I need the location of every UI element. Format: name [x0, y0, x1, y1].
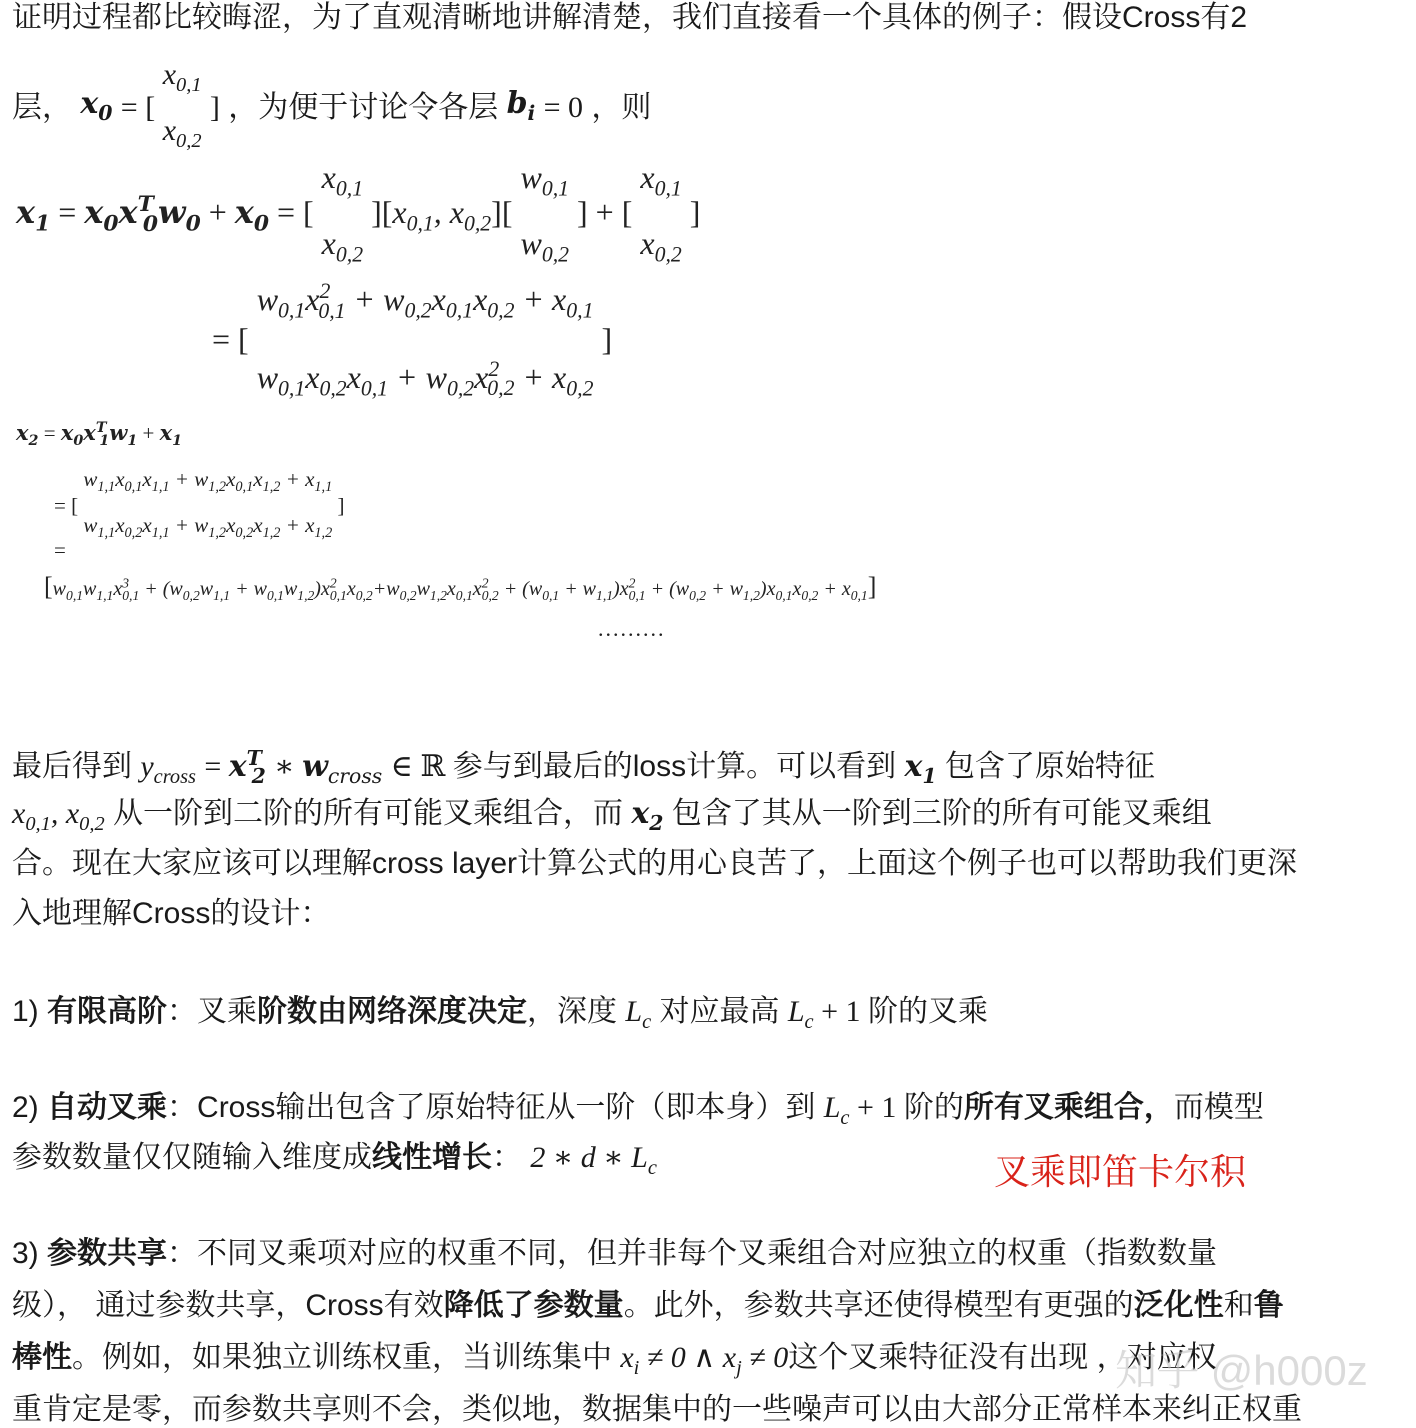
equation-x2-long: $[w_{0,1}w_{1,1}x^3_{0,1} + (w_{0,2}w_{1,1} + w_{0,1}w_{1,2})x^2_{0,1}x_{0,2}+w_{0,2}w_{1,2}x_{0,1}x^2_{0,2} + (w_{0,1} + w_{1,1})x^2_{0,1} + (w_{0,2} + w_{1,2})x_{0,1}x_{0,2} + x_{0,1}]$: [44, 572, 877, 603]
item3-h: 。例如，如果独立训练权重，当训练集中: [72, 1341, 612, 1374]
formula-eq: = [: [120, 91, 163, 125]
item3-num: 3): [12, 1237, 39, 1270]
paragraph-result-line2: $x_{0,1}$, $x_{0,2}$ 从一阶到二阶的所有可能叉乘组合，而 $x_2$ 包含了其从一阶到三阶的所有可能叉乘组: [12, 796, 1212, 836]
x01-entry: $x_{0,1}$: [162, 58, 202, 97]
x2-row2: $w_{1,1}x_{0,2}x_{1,1} + w_{1,2}x_{0,2}x_{1,2} + x_{1,2}$: [83, 512, 333, 541]
list-item-1: 1) 有限高阶：叉乘阶数由网络深度决定，深度 $L_c$ 对应最高 $L_c + 1$ 阶的叉乘: [12, 995, 988, 1034]
formula-wcross: $w_{cross}$: [302, 749, 383, 789]
equation-x2-eq: =: [54, 538, 66, 562]
paragraph-intro-line1: [12, 0, 1247, 36]
item1-b: 阶数由网络深度决定: [257, 995, 528, 1028]
annotation-red: 叉乘即笛卡尔积: [994, 1151, 1247, 1192]
paragraph-result-line1: 最后得到 $y_{cross} = x^T_2$ ∗ $w_{cross}$ ∈ ℝ 参与到最后的loss计算。可以看到 $x_1$ 包含了原始特征: [12, 746, 1155, 789]
formula-zero: = 0: [543, 91, 584, 125]
item3-line1: ：不同叉乘项对应的权重不同，但并非每个叉乘组合对应独立的权重（指数数量: [167, 1237, 1218, 1270]
list-item-2-line2: [12, 1140, 657, 1186]
text-e: 包含了其从一阶到三阶的所有可能叉乘组: [671, 797, 1212, 830]
item3-d: 泛化性: [1133, 1289, 1224, 1322]
equation-dots: .........: [598, 616, 666, 641]
formula-x0: $x_0$: [80, 85, 113, 125]
item3-c: 。此外，参数共享还使得模型有更强的: [623, 1289, 1134, 1322]
list-item-3: [12, 1236, 1217, 1272]
paragraph-result-line3: 合。现在大家应该可以理解cross layer计算公式的用心良苦了，上面这个例子也可以帮助我们更深: [12, 847, 1298, 880]
item3-g: 棒性: [12, 1341, 72, 1374]
formula-ycross: $y_{cross}$: [140, 750, 196, 789]
item3-i: 这个叉乘特征没有出现 ，对应权: [788, 1341, 1217, 1374]
item3-e: 和: [1223, 1289, 1254, 1322]
equation-x1-line2: = [ $w_{0,1}x^2_{0,1} + w_{0,2}x_{0,1}x_{0,2} + x_{0,1}$ $w_{0,1}x_{0,2}x_{0,1} + w_{0,2}x^2_{0,2} + x_{0,2}$ ]: [212, 262, 612, 417]
formula-bracket: ]: [209, 91, 220, 125]
text-d: 从一阶到二阶的所有可能叉乘组合，而: [113, 797, 623, 830]
equation-x1-line1: $x_1 = x_0x^T_0w_0 + x_0$ = [ $x_{0,1}$ $x_{0,2}$ ][$x_{0,1}$, $x_{0,2}$][ $w_{0,1}$ $w_{0,2}$ ] + [ $x_{0,1}$ $x_{0,2}$ ]: [16, 159, 701, 267]
list-item-2: 2) 自动叉乘：Cross输出包含了原始特征从一阶（即本身）到 $L_c + 1$ 阶的所有叉乘组合，而模型: [12, 1091, 1264, 1130]
list-item-3-line2: [12, 1288, 1284, 1324]
item3-b: 降低了参数量: [443, 1289, 624, 1322]
x02-entry: $x_{0,2}$: [162, 114, 202, 153]
item2-g: ：: [492, 1141, 522, 1174]
item2-c: 所有叉乘组合，: [963, 1091, 1174, 1124]
item2-e: 参数数量仅仅随输入维度成: [12, 1141, 372, 1174]
item3-a: 级）， 通过参数共享，Cross有效: [12, 1289, 444, 1322]
item1-num: 1): [12, 995, 39, 1028]
paragraph-intro-line2: [12, 52, 652, 153]
paragraph-result-line4: 入地理解Cross的设计：: [12, 897, 331, 930]
x1-row2: $w_{0,1}x_{0,2}x_{0,1} + w_{0,2}x^2_{0,2} + x_{0,2}$: [256, 356, 594, 401]
item1-e: 阶的叉乘: [867, 995, 988, 1028]
intro-text: 证明过程都比较晦涩，为了直观清晰地讲解清楚，我们直接看一个具体的例子：假设Cross有2: [12, 1, 1248, 34]
watermark: 知乎 @h000z: [1115, 1347, 1368, 1394]
item3-title: 参数共享: [47, 1237, 168, 1270]
x2-row1: $w_{1,1}x_{0,1}x_{1,1} + w_{1,2}x_{0,1}x_{1,2} + x_{1,1}$: [83, 467, 333, 495]
formula-2dLc: 2 ∗ d ∗ $L_c$: [530, 1141, 657, 1180]
item2-d: 而模型: [1173, 1091, 1264, 1124]
x0-vector: [163, 52, 202, 164]
item3-f: 鲁: [1253, 1289, 1284, 1322]
item1-d: 对应最高: [659, 995, 780, 1028]
equation-x2-matrix: = [ $w_{1,1}x_{0,1}x_{1,1} + w_{1,2}x_{0,1}x_{1,2} + x_{1,1}$ $w_{1,1}x_{0,2}x_{1,1} + w_{1,2}x_{0,2}x_{1,2} + x_{1,2}$ ]: [54, 460, 345, 552]
formula-x01-x02: $x_{0,1}$, $x_{0,2}$: [12, 797, 105, 836]
item2-a: ：Cross输出包含了原始特征从一阶（即本身）到: [167, 1091, 816, 1124]
layer-text: 层，: [12, 91, 72, 125]
list-item-3-line3: [12, 1340, 1217, 1386]
formula-x2T: $x^T_2$: [228, 746, 266, 789]
item1-c: ，深度: [527, 995, 618, 1028]
equation-x2-lhs: $x_2 = x_0x^T_1w_1 + x_1$: [16, 420, 183, 449]
x1-row1: $w_{0,1}x^2_{0,1} + w_{0,2}x_{0,1}x_{0,2} + x_{0,1}$: [256, 279, 594, 323]
formula-bi: $b_i$: [506, 85, 536, 125]
text-c: 包含了原始特征: [944, 750, 1155, 784]
text-b: 参与到最后的loss计算。可以看到: [452, 750, 897, 784]
item2-num: 2): [12, 1091, 39, 1124]
item1-a: ：叉乘: [167, 995, 258, 1028]
then-text: ，则: [591, 91, 652, 125]
formula-xi-xj: $x_i \ne 0$ ∧ $x_j \ne 0$: [620, 1341, 789, 1380]
text-a: 最后得到: [12, 750, 132, 784]
item2-title: 自动叉乘: [47, 1091, 168, 1124]
item2-f: 线性增长: [372, 1141, 492, 1174]
list-item-3-line4: 重肯定是零，而参数共享则不会，类似地，数据集中的一些噪声可以由大部分正常样本来纠正权重: [12, 1393, 1302, 1426]
item1-title: 有限高阶: [47, 995, 168, 1028]
discussion-text: ，为便于讨论令各层: [228, 91, 499, 125]
item2-b: 阶的: [903, 1091, 964, 1124]
